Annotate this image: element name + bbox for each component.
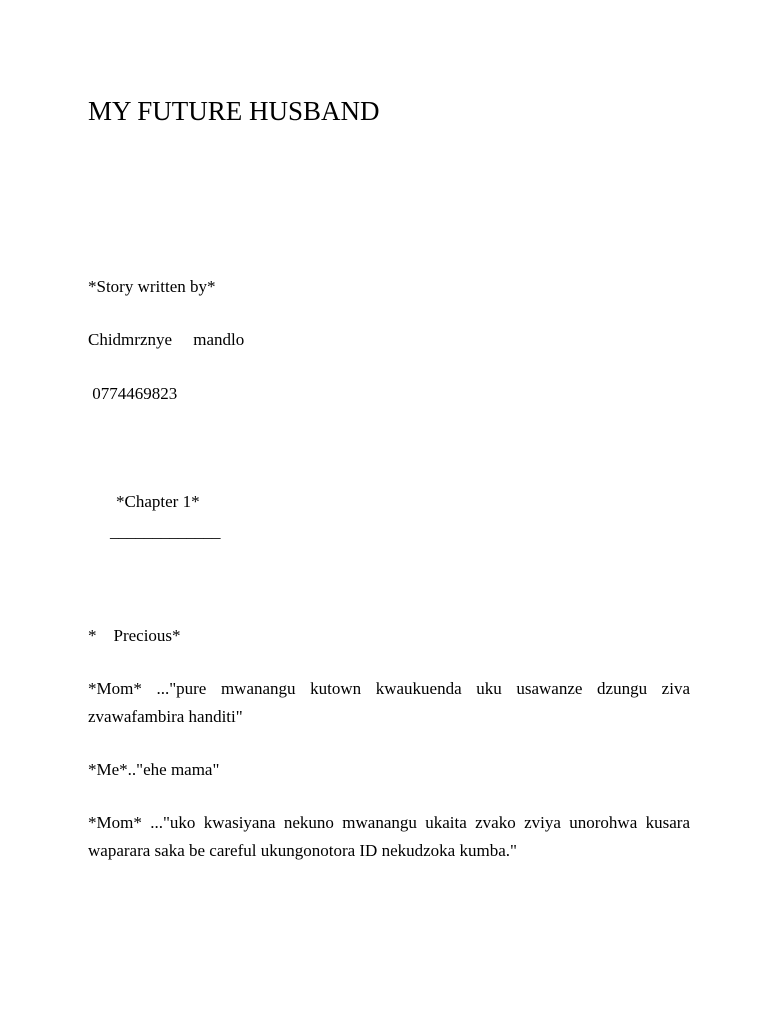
chapter-underline: _____________ (110, 522, 221, 541)
author-name: Chidmrznye mandlo (88, 330, 245, 349)
dialogue-line: *Mom* ..."pure mwanangu kutown kwaukuenda uku usawanze dzungu ziva zvawafambira handiti" (88, 679, 690, 726)
author-phone: 0774469823 (88, 384, 178, 403)
narrator-label: * Precious* (88, 626, 181, 645)
chapter-heading: *Chapter 1* (116, 492, 200, 511)
credit-heading: *Story written by* (88, 277, 216, 296)
dialogue-line: *Me*.."ehe mama" (88, 760, 220, 779)
story-title: MY FUTURE HUSBAND (88, 96, 380, 126)
dialogue-line: *Mom* ..."uko kwasiyana nekuno mwanangu ukaita zvako zviya unorohwa kusara waparara saka be careful ukungonotora ID nekudzoka kumba." (88, 813, 690, 860)
